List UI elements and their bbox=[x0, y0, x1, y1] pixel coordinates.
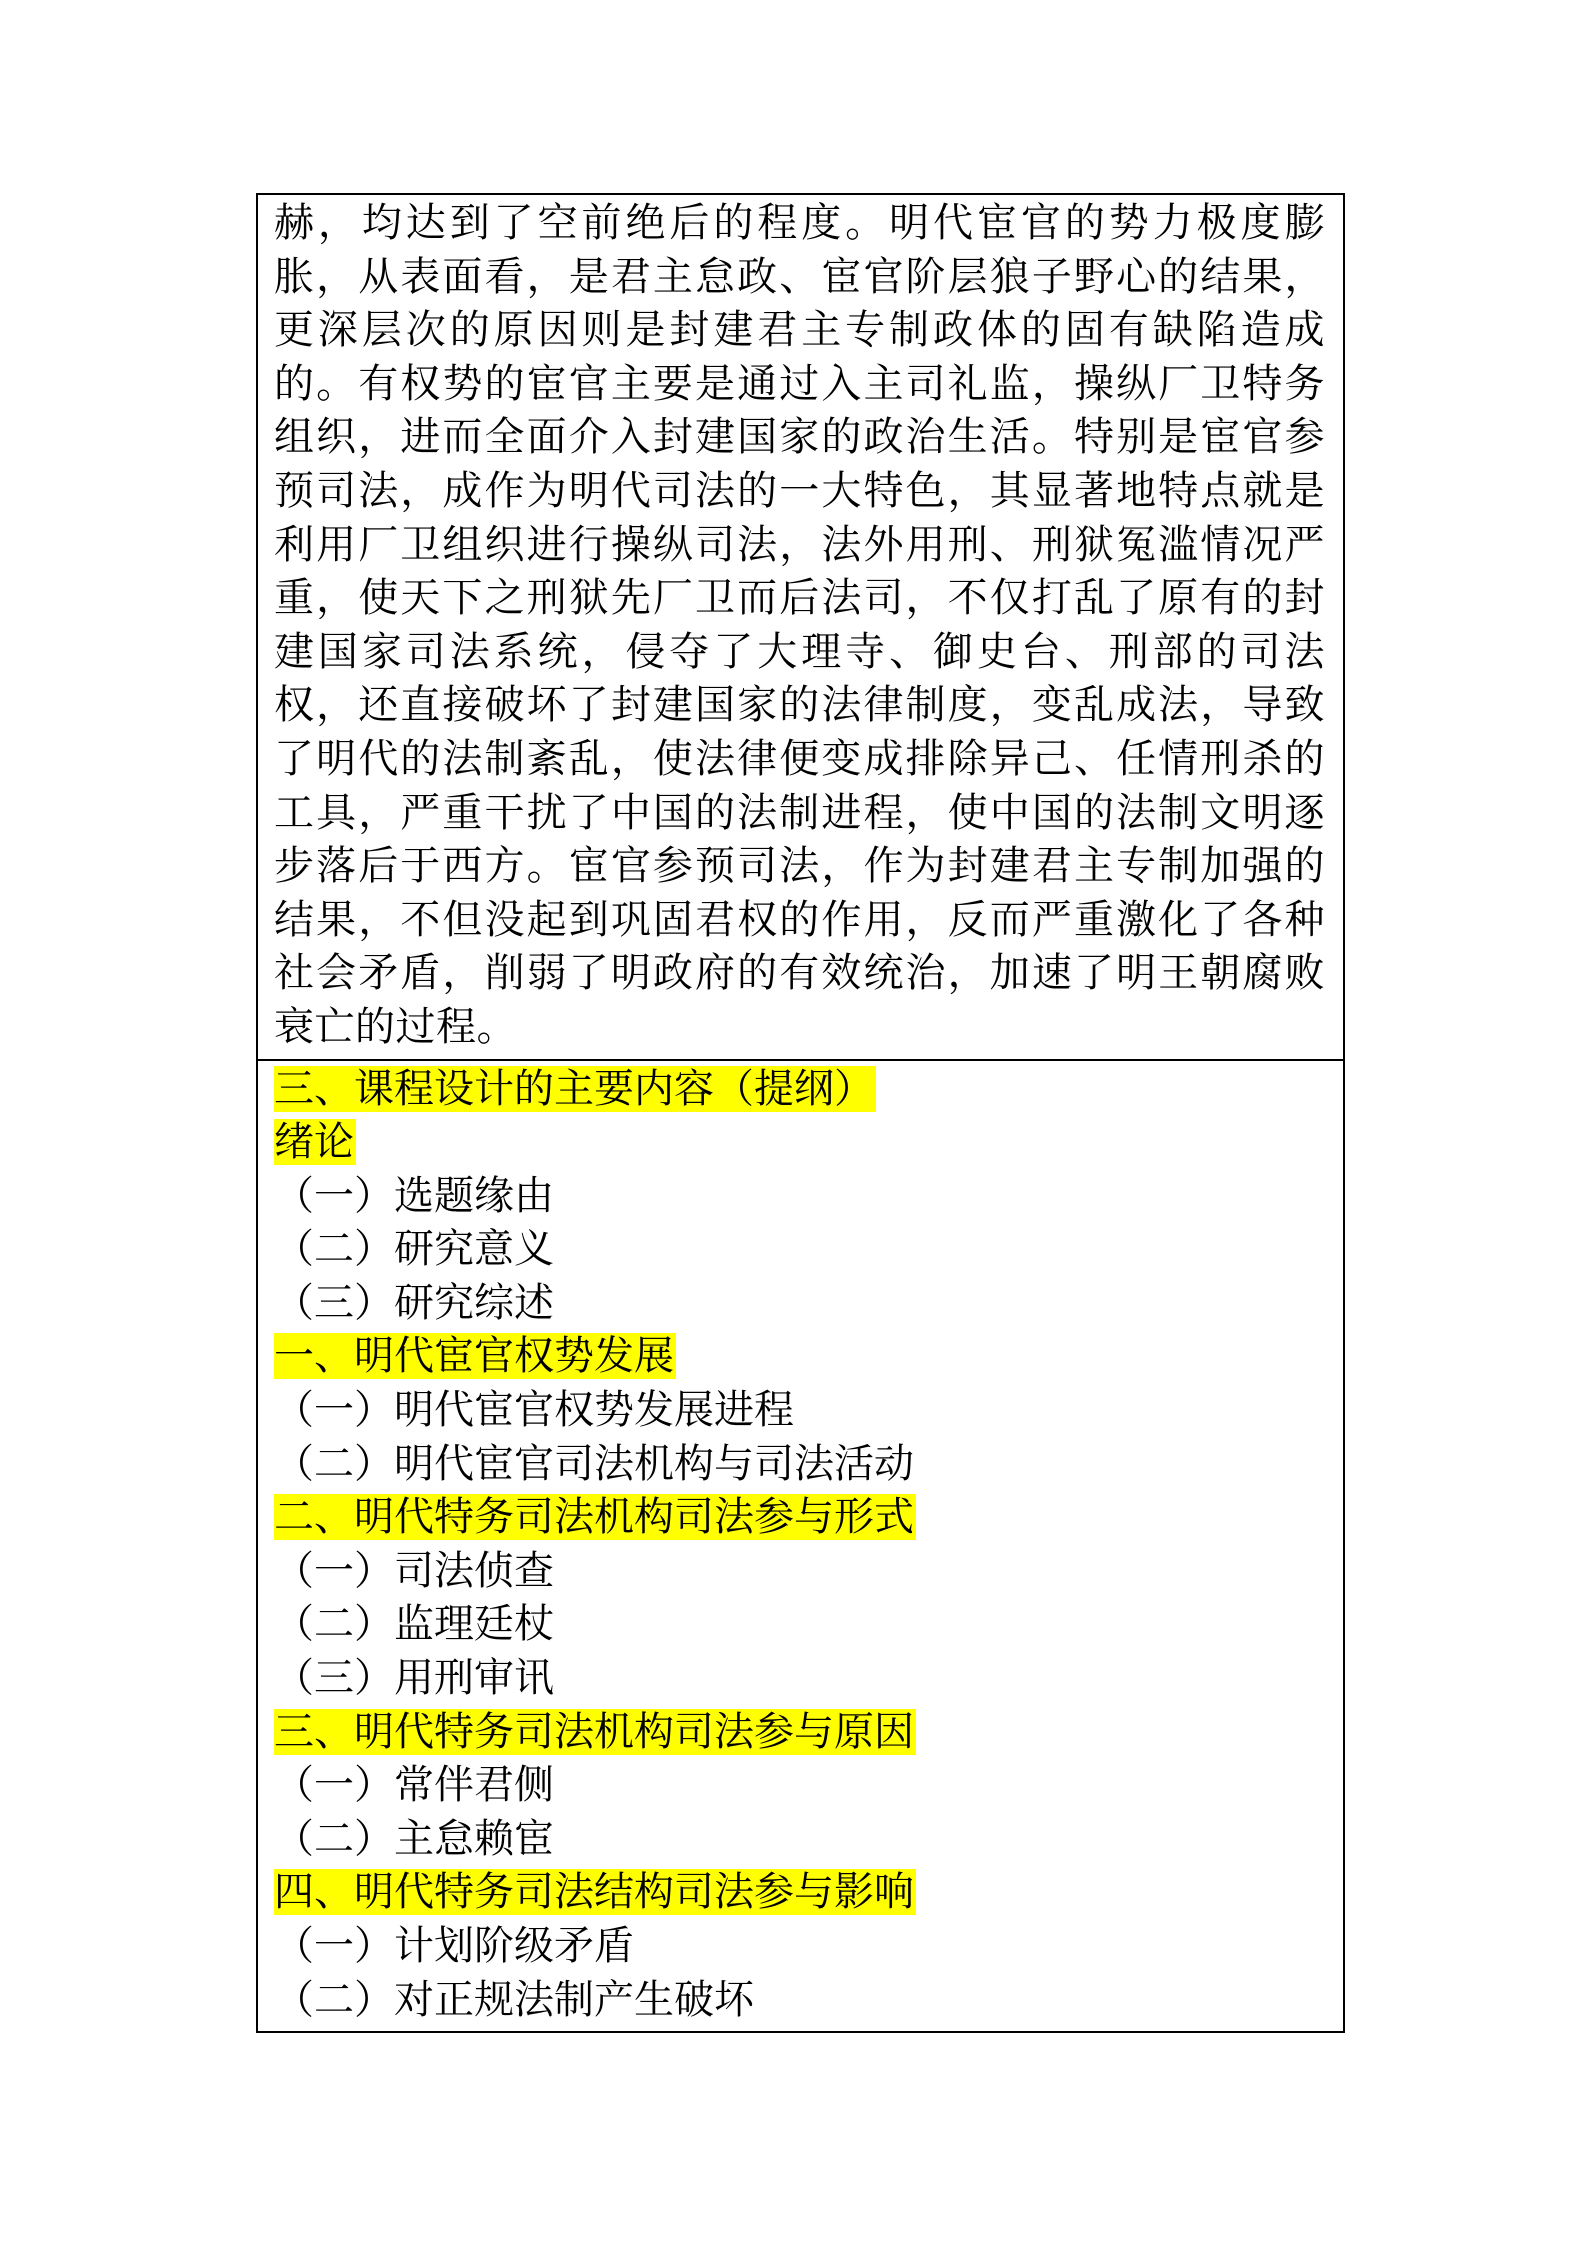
outline-item: （一）选题缘由 bbox=[274, 1172, 554, 1219]
outline-title-line bbox=[274, 1063, 1325, 1117]
outline-item: （二）明代宦官司法机构与司法活动 bbox=[274, 1440, 914, 1487]
section-heading-line bbox=[274, 1866, 1325, 1920]
outline-item: （一）明代宦官权势发展进程 bbox=[274, 1387, 794, 1434]
outline-item: （一）常伴君侧 bbox=[274, 1762, 554, 1809]
section-heading: 二、明代特务司法机构司法参与形式 bbox=[274, 1494, 914, 1541]
outline-item: （二）监理廷杖 bbox=[274, 1601, 554, 1648]
section-heading: 一、明代宦官权势发展 bbox=[274, 1333, 674, 1380]
outline-item: （三）用刑审讯 bbox=[274, 1655, 554, 1702]
outline-title: 三、课程设计的主要内容（提纲） bbox=[274, 1065, 874, 1112]
section-heading-line bbox=[274, 1330, 1325, 1384]
outline-item: （二）主怠赖宦 bbox=[274, 1815, 554, 1862]
outline-item: （二）对正规法制产生破坏 bbox=[274, 1976, 754, 2023]
section-heading: 四、明代特务司法结构司法参与影响 bbox=[274, 1869, 914, 1916]
intro-heading: 绪论 bbox=[274, 1119, 354, 1166]
body-text-cell bbox=[258, 195, 1343, 1061]
outline-item: （一）司法侦查 bbox=[274, 1547, 554, 1594]
section-heading-line bbox=[274, 1491, 1325, 1545]
body-paragraph: 赫，均达到了空前绝后的程度。明代宦官的势力极度膨胀，从表面看，是君主怠政、宦官阶层狼子野心的结果，更深层次的原因则是封建君主专制政体的固有缺陷造成的。有权势的宦官主要是通过入主司礼监，操纵厂卫特务组织，进而全面介入封建国家的政治生活。特别是宦官参预司法，成作为明代司法的一大特色，其显著地特点就是利用厂卫组织进行操纵司法，法外用刑、刑狱冤滥情况严重，使天下之刑狱先厂卫而后法司，不仅打乱了原有的封建国家司法系统，侵夺了大理寺、御史台、刑部的司法权，还直接破坏了封建国家的法律制度，变乱成法，导致了明代的法制紊乱，使法律便变成排除异己、任情刑杀的工具，严重干扰了中国的法制进程，使中国的法制文明逐步落后于西方。宦官参预司法，作为封建君主专制加强的结果，不但没起到巩固君权的作用，反而严重激化了各种社会矛盾，削弱了明政府的有效统治，加速了明王朝腐败衰亡的过程。 bbox=[274, 200, 1325, 1050]
document-table bbox=[256, 193, 1345, 2033]
section-heading: 三、明代特务司法机构司法参与原因 bbox=[274, 1708, 914, 1755]
intro-heading-line bbox=[274, 1116, 1325, 1170]
outline-cell bbox=[258, 1061, 1343, 2032]
outline-item: （二）研究意义 bbox=[274, 1226, 554, 1273]
section-heading-line bbox=[274, 1706, 1325, 1760]
outline-item: （三）研究综述 bbox=[274, 1279, 554, 1326]
outline-item: （一）计划阶级矛盾 bbox=[274, 1923, 634, 1969]
